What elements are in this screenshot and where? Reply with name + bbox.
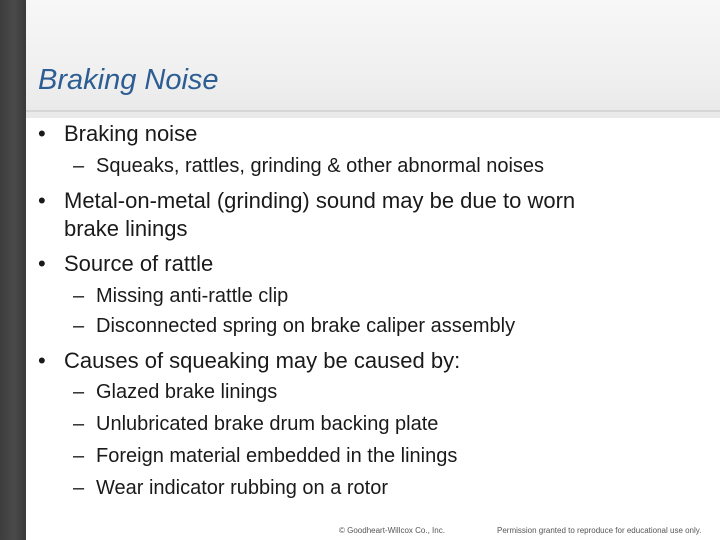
dash-marker: – bbox=[73, 445, 85, 467]
bullet-causes-of-squeaking: Causes of squeaking may be caused by: bbox=[64, 348, 461, 373]
bullet-marker: • bbox=[38, 251, 46, 276]
dash-marker: – bbox=[73, 381, 85, 403]
bullet-marker: • bbox=[38, 121, 46, 146]
bullet-source-of-rattle: Source of rattle bbox=[64, 251, 214, 276]
dash-marker: – bbox=[73, 155, 85, 177]
sub-item-glazed: Glazed brake linings bbox=[96, 381, 278, 403]
footer-permission: Permission granted to reproduce for educational use only. bbox=[497, 526, 702, 535]
sub-item-disconnected-spring: Disconnected spring on brake caliper assembly bbox=[96, 315, 516, 337]
bullet-metal-on-metal-cont: brake linings bbox=[64, 216, 188, 241]
dash-marker: – bbox=[73, 315, 85, 337]
dash-marker: – bbox=[73, 285, 85, 307]
sub-item-wear-indicator: Wear indicator rubbing on a rotor bbox=[96, 477, 389, 499]
slide-title: Braking Noise bbox=[38, 64, 219, 96]
dash-marker: – bbox=[73, 413, 85, 435]
bullet-marker: • bbox=[38, 188, 46, 213]
bullet-metal-on-metal: Metal-on-metal (grinding) sound may be due to worn bbox=[64, 188, 576, 213]
sub-item-anti-rattle: Missing anti-rattle clip bbox=[96, 285, 289, 307]
sub-item-foreign-material: Foreign material embedded in the linings bbox=[96, 445, 458, 467]
dash-marker: – bbox=[73, 477, 85, 499]
footer-copyright: © Goodheart-Willcox Co., Inc. bbox=[339, 526, 445, 535]
bullet-braking-noise: Braking noise bbox=[64, 121, 198, 146]
sub-item-squeaks: Squeaks, rattles, grinding & other abnormal noises bbox=[96, 155, 545, 177]
bullet-marker: • bbox=[38, 348, 46, 373]
sub-item-unlubricated: Unlubricated brake drum backing plate bbox=[96, 413, 439, 435]
